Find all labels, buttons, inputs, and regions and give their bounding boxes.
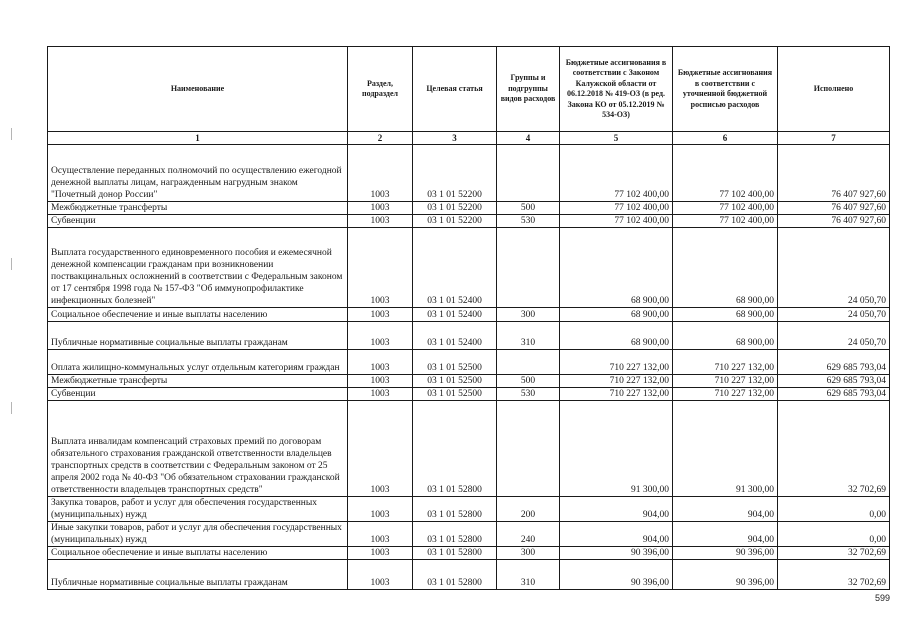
column-number: 7 bbox=[778, 132, 890, 145]
row-name: Социальное обеспечение и иные выплаты населению bbox=[48, 547, 348, 560]
header-row bbox=[48, 47, 890, 132]
row-executed: 24 050,70 bbox=[778, 228, 890, 308]
row-target: 03 1 01 52500 bbox=[413, 350, 497, 375]
row-target: 03 1 01 52800 bbox=[413, 401, 497, 497]
row-refined: 90 396,00 bbox=[673, 560, 778, 590]
row-executed: 32 702,69 bbox=[778, 560, 890, 590]
table-row bbox=[48, 375, 890, 388]
row-approved: 68 900,00 bbox=[560, 308, 673, 322]
row-name: Субвенции bbox=[48, 388, 348, 401]
row-name: Публичные нормативные социальные выплаты гражданам bbox=[48, 560, 348, 590]
row-refined: 90 396,00 bbox=[673, 547, 778, 560]
row-group bbox=[497, 401, 560, 497]
row-executed: 0,00 bbox=[778, 522, 890, 547]
table-row bbox=[48, 522, 890, 547]
row-section: 1003 bbox=[348, 350, 413, 375]
column-number: 6 bbox=[673, 132, 778, 145]
row-approved: 710 227 132,00 bbox=[560, 350, 673, 375]
row-approved: 90 396,00 bbox=[560, 547, 673, 560]
row-executed: 0,00 bbox=[778, 497, 890, 522]
row-group: 240 bbox=[497, 522, 560, 547]
row-approved: 77 102 400,00 bbox=[560, 215, 673, 228]
table-row bbox=[48, 228, 890, 308]
column-header-executed: Исполнено bbox=[778, 47, 890, 132]
row-refined: 91 300,00 bbox=[673, 401, 778, 497]
row-name: Осуществление переданных полномочий по осуществлению ежегодной денежной выплаты лицам, награжденным нагрудным знаком "Почетный донор России" bbox=[48, 145, 348, 202]
row-section: 1003 bbox=[348, 522, 413, 547]
table-row bbox=[48, 322, 890, 350]
row-group: 200 bbox=[497, 497, 560, 522]
column-number: 2 bbox=[348, 132, 413, 145]
column-header-approved: Бюджетные ассигнования в соответствии с Законом Калужской области от 06.12.2018 № 419-ОЗ (в ред. Закона КО от 05.12.2019 № 534-ОЗ) bbox=[560, 47, 673, 132]
column-header-refined: Бюджетные ассигнования в соответствии с уточненной бюджетной росписью расходов bbox=[673, 47, 778, 132]
row-approved: 710 227 132,00 bbox=[560, 388, 673, 401]
row-name: Выплата инвалидам компенсаций страховых премий по договорам обязательного страхования гражданской ответственности владельцев транспортных средств в соответствии с Федеральным законом от 25 апреля 2002 года № 40-ФЗ "Об обязательном страховании гражданской ответственности владельцев транспортных средств" bbox=[48, 401, 348, 497]
column-header-name: Наименование bbox=[48, 47, 348, 132]
row-section: 1003 bbox=[348, 401, 413, 497]
row-section: 1003 bbox=[348, 228, 413, 308]
row-refined: 77 102 400,00 bbox=[673, 202, 778, 215]
row-refined: 68 900,00 bbox=[673, 308, 778, 322]
column-number: 4 bbox=[497, 132, 560, 145]
row-group bbox=[497, 350, 560, 375]
column-number: 5 bbox=[560, 132, 673, 145]
row-approved: 904,00 bbox=[560, 522, 673, 547]
column-header-target: Целевая статья bbox=[413, 47, 497, 132]
row-refined: 77 102 400,00 bbox=[673, 145, 778, 202]
row-section: 1003 bbox=[348, 215, 413, 228]
row-section: 1003 bbox=[348, 308, 413, 322]
row-section: 1003 bbox=[348, 497, 413, 522]
row-name: Оплата жилищно-коммунальных услуг отдельным категориям граждан bbox=[48, 350, 348, 375]
row-approved: 68 900,00 bbox=[560, 228, 673, 308]
row-target: 03 1 01 52800 bbox=[413, 547, 497, 560]
row-target: 03 1 01 52500 bbox=[413, 388, 497, 401]
row-refined: 904,00 bbox=[673, 522, 778, 547]
row-executed: 629 685 793,04 bbox=[778, 388, 890, 401]
row-executed: 24 050,70 bbox=[778, 308, 890, 322]
table-row bbox=[48, 215, 890, 228]
row-refined: 77 102 400,00 bbox=[673, 215, 778, 228]
row-target: 03 1 01 52200 bbox=[413, 145, 497, 202]
row-approved: 90 396,00 bbox=[560, 560, 673, 590]
row-name: Иные закупки товаров, работ и услуг для обеспечения государственных (муниципальных) нужд bbox=[48, 522, 348, 547]
table-row bbox=[48, 308, 890, 322]
column-number: 3 bbox=[413, 132, 497, 145]
table-row bbox=[48, 350, 890, 375]
table-row bbox=[48, 560, 890, 590]
scan-edge-mark bbox=[11, 128, 12, 140]
row-group: 300 bbox=[497, 547, 560, 560]
row-section: 1003 bbox=[348, 547, 413, 560]
column-number: 1 bbox=[48, 132, 348, 145]
row-target: 03 1 01 52800 bbox=[413, 522, 497, 547]
row-refined: 68 900,00 bbox=[673, 322, 778, 350]
table-row bbox=[48, 497, 890, 522]
column-number-row bbox=[48, 132, 890, 145]
row-executed: 32 702,69 bbox=[778, 547, 890, 560]
row-section: 1003 bbox=[348, 388, 413, 401]
row-target: 03 1 01 52200 bbox=[413, 215, 497, 228]
row-group: 530 bbox=[497, 388, 560, 401]
row-group: 500 bbox=[497, 202, 560, 215]
page-number: 599 bbox=[874, 593, 890, 603]
row-approved: 91 300,00 bbox=[560, 401, 673, 497]
row-group bbox=[497, 145, 560, 202]
table-row bbox=[48, 145, 890, 202]
row-group: 310 bbox=[497, 322, 560, 350]
row-refined: 710 227 132,00 bbox=[673, 375, 778, 388]
row-executed: 76 407 927,60 bbox=[778, 202, 890, 215]
row-approved: 710 227 132,00 bbox=[560, 375, 673, 388]
row-name: Социальное обеспечение и иные выплаты населению bbox=[48, 308, 348, 322]
row-executed: 629 685 793,04 bbox=[778, 375, 890, 388]
row-executed: 76 407 927,60 bbox=[778, 145, 890, 202]
row-name: Выплата государственного единовременного пособия и ежемесячной денежной компенсации гражданам при возникновении поствакцинальных осложнений в соответствии с Федеральным законом от 17 сентября 1998 года № 157-ФЗ "Об иммунопрофилактике инфекционных болезней" bbox=[48, 228, 348, 308]
row-executed: 24 050,70 bbox=[778, 322, 890, 350]
row-refined: 710 227 132,00 bbox=[673, 388, 778, 401]
row-refined: 68 900,00 bbox=[673, 228, 778, 308]
row-refined: 710 227 132,00 bbox=[673, 350, 778, 375]
row-group: 300 bbox=[497, 308, 560, 322]
row-name: Публичные нормативные социальные выплаты гражданам bbox=[48, 322, 348, 350]
row-target: 03 1 01 52400 bbox=[413, 228, 497, 308]
row-approved: 77 102 400,00 bbox=[560, 145, 673, 202]
row-executed: 32 702,69 bbox=[778, 401, 890, 497]
row-section: 1003 bbox=[348, 322, 413, 350]
table-row bbox=[48, 547, 890, 560]
scan-edge-mark bbox=[11, 258, 12, 270]
row-section: 1003 bbox=[348, 202, 413, 215]
row-target: 03 1 01 52800 bbox=[413, 560, 497, 590]
row-executed: 629 685 793,04 bbox=[778, 350, 890, 375]
table-row bbox=[48, 202, 890, 215]
row-name: Закупка товаров, работ и услуг для обеспечения государственных (муниципальных) нужд bbox=[48, 497, 348, 522]
row-group bbox=[497, 228, 560, 308]
row-section: 1003 bbox=[348, 375, 413, 388]
row-name: Межбюджетные трансферты bbox=[48, 375, 348, 388]
row-target: 03 1 01 52400 bbox=[413, 322, 497, 350]
row-refined: 904,00 bbox=[673, 497, 778, 522]
row-approved: 77 102 400,00 bbox=[560, 202, 673, 215]
budget-table bbox=[47, 46, 890, 590]
table-row bbox=[48, 388, 890, 401]
row-approved: 68 900,00 bbox=[560, 322, 673, 350]
row-target: 03 1 01 52800 bbox=[413, 497, 497, 522]
scan-edge-mark bbox=[11, 402, 12, 414]
row-target: 03 1 01 52500 bbox=[413, 375, 497, 388]
column-header-groups: Группы и подгруппы видов расходов bbox=[497, 47, 560, 132]
row-group: 310 bbox=[497, 560, 560, 590]
row-target: 03 1 01 52200 bbox=[413, 202, 497, 215]
row-section: 1003 bbox=[348, 560, 413, 590]
table-row bbox=[48, 401, 890, 497]
row-target: 03 1 01 52400 bbox=[413, 308, 497, 322]
row-executed: 76 407 927,60 bbox=[778, 215, 890, 228]
row-section: 1003 bbox=[348, 145, 413, 202]
row-name: Субвенции bbox=[48, 215, 348, 228]
row-group: 530 bbox=[497, 215, 560, 228]
row-group: 500 bbox=[497, 375, 560, 388]
row-name: Межбюджетные трансферты bbox=[48, 202, 348, 215]
column-header-section: Раздел, подраздел bbox=[348, 47, 413, 132]
row-approved: 904,00 bbox=[560, 497, 673, 522]
